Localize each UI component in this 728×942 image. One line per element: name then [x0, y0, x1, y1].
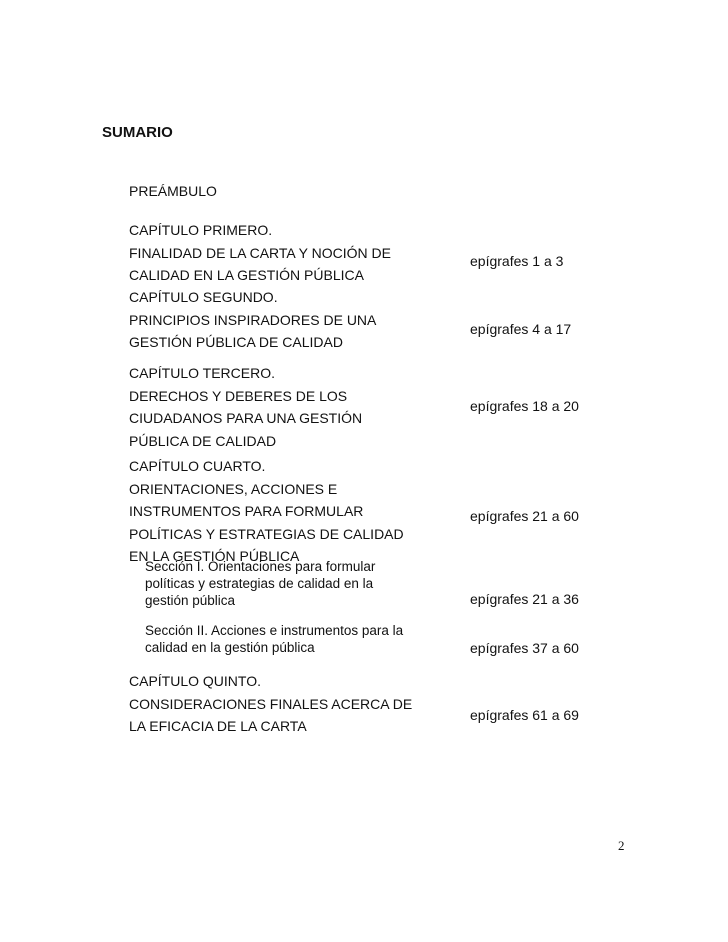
toc-entry-seccion-i [145, 558, 375, 609]
toc-line: CALIDAD EN LA GESTIÓN PÚBLICA [129, 267, 364, 283]
toc-line: calidad en la gestión pública [145, 640, 315, 655]
toc-line: políticas y estrategias de calidad en la [145, 576, 374, 591]
toc-entry-capitulo-cuarto [129, 455, 404, 568]
toc-line: POLÍTICAS Y ESTRATEGIAS DE CALIDAD [129, 525, 404, 542]
toc-entry-capitulo-primero [129, 219, 391, 287]
toc-ref: epígrafes 4 a 17 [470, 321, 572, 337]
toc-entry-capitulo-segundo [129, 286, 376, 354]
toc-entry-preambulo [129, 180, 217, 203]
toc-line: PREÁMBULO [129, 183, 217, 199]
toc-line: gestión pública [145, 593, 236, 608]
toc-entry-seccion-ii [145, 622, 403, 656]
toc-line: EN LA GESTIÓN PÚBLICA [129, 548, 300, 564]
toc-line: PÚBLICA DE CALIDAD [129, 432, 277, 449]
toc-ref: epígrafes 21 a 60 [470, 508, 579, 524]
toc-line: CAPÍTULO SEGUNDO. [129, 289, 278, 305]
toc-line: LA EFICACIA DE LA CARTA [129, 718, 307, 734]
toc-ref: epígrafes 37 a 60 [470, 640, 579, 656]
toc-line: PRINCIPIOS INSPIRADORES DE UNA [129, 311, 377, 328]
toc-line: Sección I. Orientaciones para formular [145, 559, 376, 574]
toc-line: CONSIDERACIONES FINALES ACERCA DE [129, 695, 413, 712]
toc-line: Sección II. Acciones e instrumentos para la [145, 623, 404, 638]
toc-ref: epígrafes 61 a 69 [470, 707, 579, 723]
toc-line: ORIENTACIONES, ACCIONES E [129, 480, 338, 497]
toc-entry-capitulo-tercero [129, 362, 362, 452]
page-number: 2 [618, 838, 625, 853]
toc-entry-capitulo-quinto [129, 670, 412, 738]
toc-ref: epígrafes 18 a 20 [470, 398, 579, 414]
toc-line: GESTIÓN PÚBLICA DE CALIDAD [129, 334, 343, 350]
toc-line: CIUDADANOS PARA UNA GESTIÓN [129, 410, 363, 426]
page-title: SUMARIO [102, 124, 173, 141]
toc-ref: epígrafes 1 a 3 [470, 253, 564, 269]
toc-line: CAPÍTULO TERCERO. [129, 365, 275, 381]
toc-line: DERECHOS Y DEBERES DE LOS [129, 387, 348, 404]
toc-line: CAPÍTULO CUARTO. [129, 458, 266, 474]
toc-line: INSTRUMENTOS PARA FORMULAR [129, 503, 364, 519]
toc-line: FINALIDAD DE LA CARTA Y NOCIÓN DE [129, 244, 391, 261]
toc-ref: epígrafes 21 a 36 [470, 591, 579, 607]
toc-line: CAPÍTULO QUINTO. [129, 673, 261, 689]
toc-line: CAPÍTULO PRIMERO. [129, 222, 273, 238]
